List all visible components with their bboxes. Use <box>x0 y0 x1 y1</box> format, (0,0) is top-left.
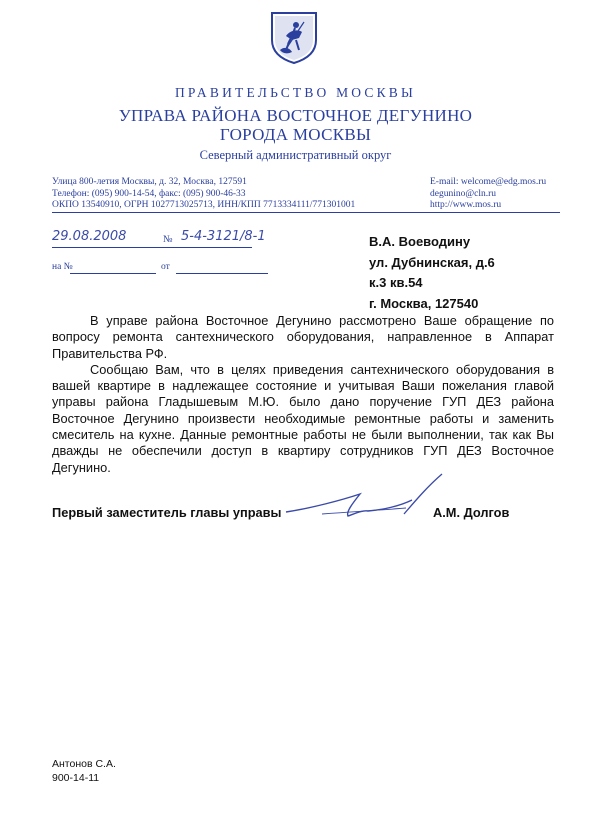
reference-date-label: от <box>161 262 170 272</box>
phone-text: Телефон: (095) 900-14-54, факс: (095) 900-46-33 <box>52 188 246 199</box>
district-name: Северный административный округ <box>199 148 392 162</box>
recipient-street: ул. Дубнинская, д.6 <box>369 254 495 270</box>
codes-text: ОКПО 13540910, ОГРН 1027713025713, ИНН/КПП 7713334111/771301001 <box>52 200 356 211</box>
executor-block <box>52 757 116 785</box>
registration-underline <box>52 247 252 248</box>
email-text: E-mail: welcome@edg.mos.ru <box>430 177 547 187</box>
recipient-building: к.3 кв.54 <box>369 275 423 290</box>
contact-block-right <box>430 177 546 212</box>
registration-number: 5-4-3121/8-1 <box>181 229 266 244</box>
reference-number-label: на № <box>52 262 73 272</box>
executor-name: Антонов С.А. <box>52 758 116 770</box>
moscow-coat-of-arms-icon <box>268 10 320 64</box>
body-paragraph-2: Сообщаю Вам, что в целях приведения сантехнического оборудования в вашей квартире в надлежащее состояние и учитывая Ваши пожелания главой управы района Гладышевым М.Ю. было дано поручение ГУП ДЕЗ района Восточное Дегунино произвести необходимые ремонтные работы и заменить смеситель на кухне. Данные ремонтные работы не были выполнении, так как Вы дважды не обеспечили доступ в квартиру сотрудников ГУП ДЕЗ Восточное Дегунино. <box>52 361 554 475</box>
recipient-city: г. Москва, 127540 <box>369 295 479 311</box>
organization-name: УПРАВА РАЙОНА ВОСТОЧНОЕ ДЕГУНИНО <box>118 106 473 125</box>
handwritten-signature <box>282 470 452 525</box>
signatory-name: А.М. Долгов <box>433 505 510 520</box>
website-text: http://www.mos.ru <box>430 200 502 211</box>
body-paragraph-1: В управе района Восточное Дегунино рассмотрено Ваше обращение по вопросу ремонта сантехнического оборудования, направленное в Аппарат Правительства РФ. <box>52 313 554 361</box>
address-text: Улица 800-летия Москвы, д. 32, Москва, 127591 <box>52 177 247 187</box>
contact-block-left <box>52 177 355 212</box>
email2-text: degunino@cln.ru <box>430 188 496 199</box>
government-title: ПРАВИТЕЛЬСТВО МОСКВЫ <box>174 85 416 100</box>
reference-number-line <box>70 273 156 274</box>
signatory-title: Первый заместитель главы управы <box>52 505 282 520</box>
recipient-name: В.А. Воеводину <box>369 234 471 249</box>
registration-date: 29.08.2008 <box>52 229 127 244</box>
header-divider <box>52 212 560 213</box>
letter-body <box>52 313 554 476</box>
organization-city: ГОРОДА МОСКВЫ <box>219 125 372 144</box>
reference-date-line <box>176 273 268 274</box>
executor-phone: 900-14-11 <box>52 772 100 784</box>
recipient-block <box>369 232 495 314</box>
registration-number-label: № <box>163 234 173 245</box>
